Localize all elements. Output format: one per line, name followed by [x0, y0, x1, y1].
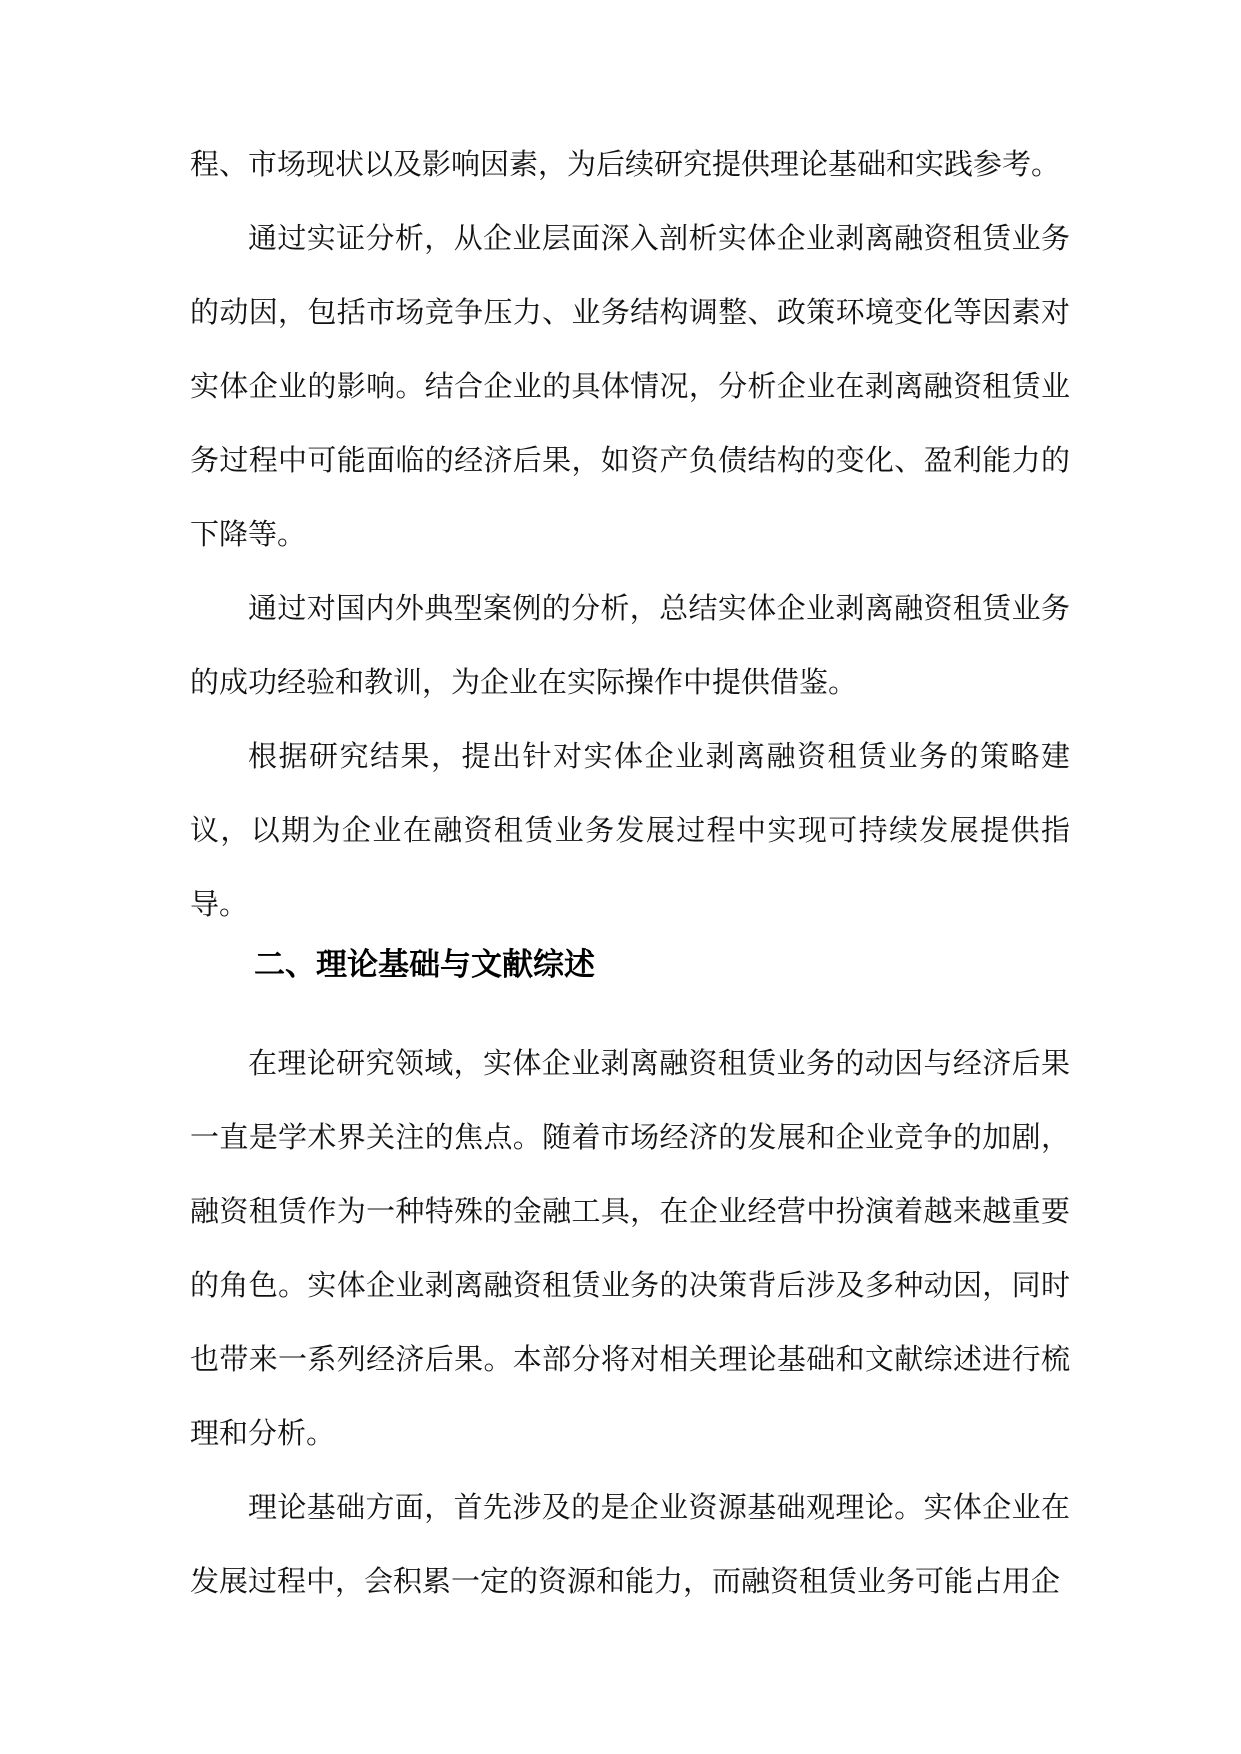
paragraph-strategy-suggestions: 根据研究结果，提出针对实体企业剥离融资租赁业务的策略建议，以期为企业在融资租赁业务发展过程中实现可持续发展提供指导。: [190, 739, 1070, 921]
paragraph-case-analysis: 通过对国内外典型案例的分析，总结实体企业剥离融资租赁业务的成功经验和教训，为企业在实际操作中提供借鉴。: [190, 591, 1070, 699]
paragraph-empirical-analysis: 通过实证分析，从企业层面深入剖析实体企业剥离融资租赁业务的动因，包括市场竞争压力、业务结构调整、政策环境变化等因素对实体企业的影响。结合企业的具体情况，分析企业在剥离融资租赁业务过程中可能面临的经济后果，如资产负债结构的变化、盈利能力的下降等。: [190, 221, 1070, 551]
paragraph-theory-research-field: 在理论研究领域，实体企业剥离融资租赁业务的动因与经济后果一直是学术界关注的焦点。随着市场经济的发展和企业竞争的加剧，融资租赁作为一种特殊的金融工具，在企业经营中扮演着越来越重要的角色。实体企业剥离融资租赁业务的决策背后涉及多种动因，同时也带来一系列经济后果。本部分将对相关理论基础和文献综述进行梳理和分析。: [190, 1046, 1070, 1450]
paragraph-theory-basis: 理论基础方面，首先涉及的是企业资源基础观理论。实体企业在发展过程中，会积累一定的资源和能力，而融资租赁业务可能占用企: [190, 1490, 1070, 1598]
paragraph-continuation: 程、市场现状以及影响因素，为后续研究提供理论基础和实践参考。: [190, 147, 1061, 181]
section-heading: 二、理论基础与文献综述: [254, 947, 595, 983]
